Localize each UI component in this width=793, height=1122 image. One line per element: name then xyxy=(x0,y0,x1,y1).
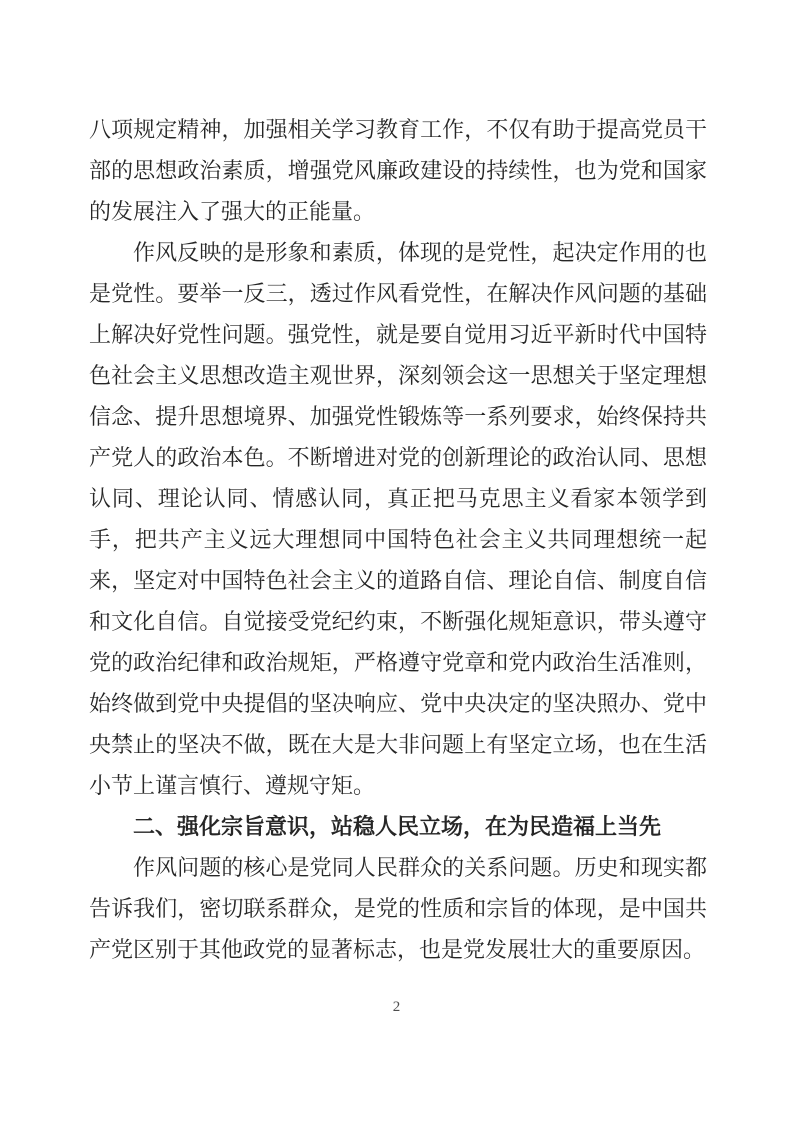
paragraph: 作风问题的核心是党同人民群众的关系问题。历史和现实都告诉我们，密切联系群众，是党的性质和宗旨的体现，是中国共产党区别于其他政党的显著标志，也是党发展壮大的重要原因。 xyxy=(89,855,707,962)
paragraph: 作风反映的是形象和素质，体现的是党性，起决定作用的也是党性。要举一反三，透过作风看党性，在解决作风问题的基础上解决好党性问题。强党性，就是要自觉用习近平新时代中国特色社会主义思想改造主观世界，深刻领会这一思想关于坚定理想信念、提升思想境界、加强党性锻炼等一系列要求，始终保持共产党人的政治本色。不断增进对党的创新理论的政治认同、思想认同、理论认同、情感认同，真正把马克思主义看家本领学到手，把共产主义远大理想同中国特色社会主义共同理想统一起来，坚定对中国特色社会主义的道路自信、理论自信、制度自信和文化自信。自觉接受党纪约束，不断强化规矩意识，带头遵守党的政治纪律和政治规矩，严格遵守党章和党内政治生活准则，始终做到党中央提倡的坚决响应、党中央决定的坚决照办、党中央禁止的坚决不做，既在大是大非问题上有坚定立场，也在生活小节上谨言慎行、遵规守矩。 xyxy=(89,240,707,798)
page-number: 2 xyxy=(392,999,401,1015)
document-body xyxy=(89,109,707,970)
section-heading: 二、强化宗旨意识，站稳人民立场，在为民造福上当先 xyxy=(133,814,662,839)
paragraph-continuation: 八项规定精神，加强相关学习教育工作，不仅有助于提高党员干部的思想政治素质，增强党风廉政建设的持续性，也为党和国家的发展注入了强大的正能量。 xyxy=(89,117,707,224)
